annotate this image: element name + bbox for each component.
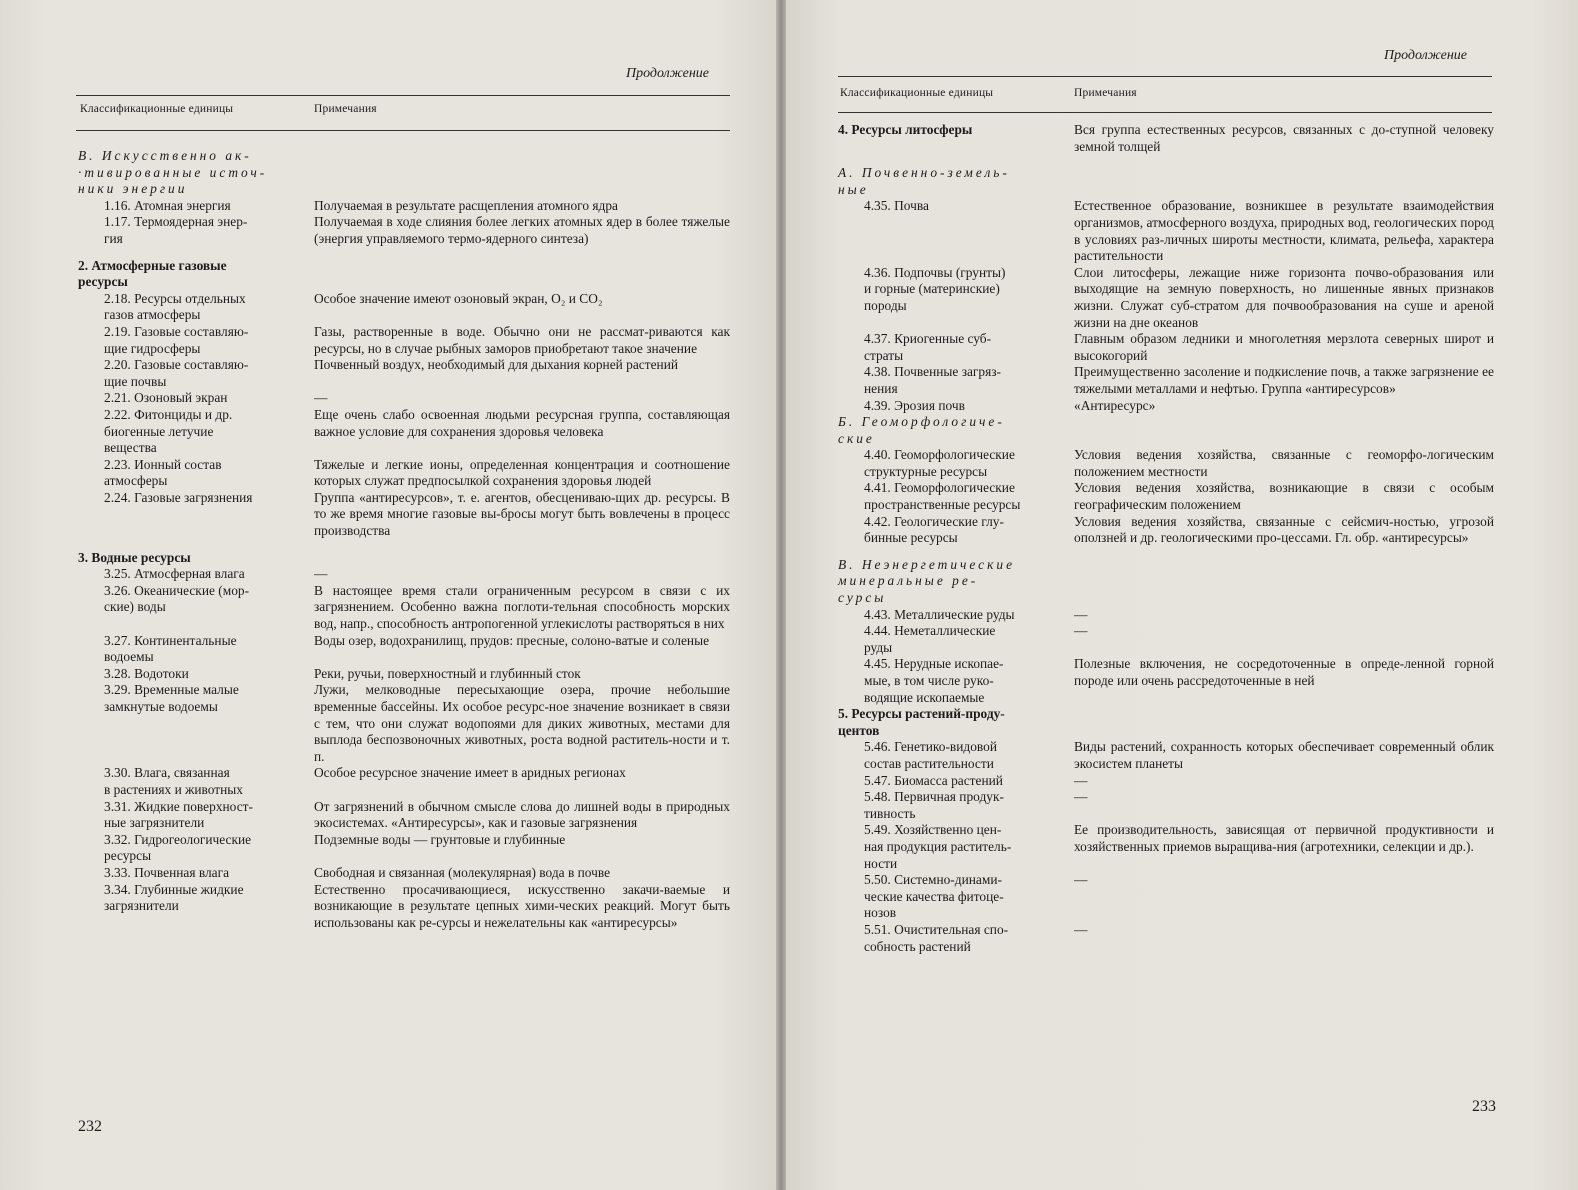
note: Особое ресурсное значение имеет в аридных регионах — [314, 765, 626, 781]
table-row — [838, 364, 1494, 397]
note: Воды озер, водохранилищ, прудов: пресные, солоно-ватые и соленые — [314, 632, 710, 648]
header-rule-bottom — [76, 130, 730, 131]
row-spacer — [78, 540, 730, 550]
classification-unit: 4.44. Неметаллические руды — [864, 623, 996, 655]
table-row — [78, 765, 730, 798]
table-row — [78, 390, 730, 407]
column-header-units: Классификационные единицы — [840, 87, 994, 99]
classification-unit: 4.37. Криогенные суб- страты — [864, 331, 992, 363]
table-body-right — [838, 122, 1494, 955]
classification-unit: 3.30. Влага, связанная в растениях и животных — [104, 765, 243, 797]
classification-unit: 3.31. Жидкие поверхност- ные загрязнители — [104, 798, 253, 831]
classification-unit: 4.39. Эрозия почв — [864, 397, 965, 413]
table-row — [78, 799, 730, 832]
note: — — [314, 566, 328, 582]
note: — — [1074, 789, 1088, 805]
note: Группа «антиресурсов», т. е. агентов, обесцениваю-щих др. ресурсы. В то же время многие газовые вы-бросы могут быть вовлечены в процесс производства — [314, 489, 730, 539]
table-row — [838, 822, 1494, 872]
table-row — [838, 398, 1494, 415]
classification-unit: 4. Ресурсы литосферы — [838, 122, 973, 137]
subsection-row — [838, 557, 1494, 607]
table-row — [838, 265, 1494, 331]
note: Тяжелые и легкие ионы, определенная концентрация и соотношение которых служат предпосылкой сохранения здоровья людей — [314, 456, 730, 489]
note: Еще очень слабо освоенная людьми ресурсная группа, составляющая важное условие для сохранения здоровья человека — [314, 406, 730, 439]
classification-unit: 5. Ресурсы растений-проду- центов — [838, 706, 1005, 738]
note — [314, 148, 730, 198]
table-row — [838, 607, 1494, 624]
subsection-row — [838, 165, 1494, 198]
note — [314, 550, 730, 567]
classification-unit: 4.38. Почвенные загряз- нения — [864, 364, 1002, 396]
column-header-notes: Примечания — [1074, 87, 1137, 99]
note — [1074, 414, 1494, 447]
table-row — [78, 865, 730, 882]
table-row — [838, 656, 1494, 706]
table-row — [838, 623, 1494, 656]
note: — — [1074, 606, 1088, 622]
header-rule-bottom — [838, 112, 1492, 113]
page-right — [786, 0, 1578, 1190]
table-row — [78, 832, 730, 865]
continuation-header: Продолжение — [1384, 48, 1467, 63]
classification-unit: 3.25. Атмосферная влага — [104, 566, 245, 582]
classification-unit: 4.42. Геологические глу- бинные ресурсы — [864, 513, 1004, 546]
note: Получаемая в ходе слияния более легких атомных ядер в более тяжелые (энергия управляемого термо-ядерного синтеза) — [314, 214, 730, 246]
classification-unit: 4.43. Металлические руды — [864, 606, 1015, 622]
note: Естественно просачивающиеся, искусственно закачи-ваемые и возникающие в результате цепных хими-ческих реакций. Могут быть использованы как ре-сурсы и нежелательны как «антиресурсы» — [314, 881, 730, 930]
classification-unit: 4.40. Геоморфологические структурные ресурсы — [864, 447, 1015, 479]
classification-unit: 2.19. Газовые составляю- щие гидросферы — [104, 323, 249, 356]
classification-unit: 3.32. Гидрогеологические ресурсы — [104, 831, 252, 864]
classification-unit: 4.35. Почва — [864, 198, 929, 214]
note: Полезные включения, не сосредоточенные в опреде-ленной горной породе или очень рассредоточенные в ней — [1074, 656, 1494, 688]
note: Главным образом ледники и многолетняя мерзлота северных широт и высокогорий — [1074, 331, 1494, 363]
classification-unit: 4.45. Нерудные ископае- мые, в том числе руко- водящие ископаемые — [864, 656, 1004, 705]
table-row — [838, 198, 1494, 264]
note: Особое значение имеют озоновый экран, O₂ и CO₂ — [314, 290, 603, 306]
table-row — [838, 773, 1494, 790]
table-row — [78, 633, 730, 666]
table-row — [78, 682, 730, 765]
table-row — [78, 583, 730, 633]
table-row — [838, 789, 1494, 822]
classification-unit: В. Искусственно ак- ·тивированные источ- ники энергии — [78, 148, 268, 197]
continuation-header: Продолжение — [626, 66, 709, 81]
classification-unit: А. Почвенно-земель- ные — [838, 165, 1010, 197]
note: «Антиресурс» — [1074, 397, 1156, 413]
table-row — [78, 457, 730, 490]
note: Условия ведения хозяйства, связанные с геоморфо-логическим положением местности — [1074, 447, 1494, 479]
note: Естественное образование, возникшее в результате взаимодействия организмов, атмосферного воздуха, природных вод, геологических пород в условиях раз-личных широты местности, климата, рельефа, характера растительности — [1074, 198, 1494, 264]
note — [1074, 706, 1494, 739]
table-row — [838, 922, 1494, 955]
classification-unit: 3.27. Континентальные водоемы — [104, 632, 237, 665]
note: Газы, растворенные в воде. Обычно они не рассмат-риваются как ресурсы, но в случае рыбных заморов приобретают такое значение — [314, 323, 730, 356]
note: В настоящее время стали ограниченным ресурсом в связи с их загрязнением. Особенно важна поглоти-тельная способность морских вод, напр., способность антропогенной углекислоты растворяться в них — [314, 582, 730, 632]
note: Лужи, мелководные пересыхающие озера, прочие небольшие временные бассейны. Их особое ресурс-ное значение возникает в связи с тем, что они служат водопоями для диких животных, местами для выплода беспозвоночных животных, роста водной раститель-ности и т. п. — [314, 682, 730, 764]
table-row — [838, 872, 1494, 922]
classification-unit: 3.33. Почвенная влага — [104, 864, 230, 880]
table-row — [78, 291, 730, 324]
classification-unit: 2. Атмосферные газовые ресурсы — [78, 257, 227, 290]
table-row — [78, 407, 730, 457]
note — [1074, 557, 1494, 607]
table-row — [78, 490, 730, 540]
column-header-units: Классификационные единицы — [80, 103, 234, 115]
note: — — [1074, 623, 1088, 639]
subsection-row — [78, 148, 730, 198]
classification-unit: 2.21. Озоновый экран — [104, 390, 228, 406]
table-row — [838, 447, 1494, 480]
classification-unit: 2.22. Фитонциды и др. биогенные летучие вещества — [104, 406, 233, 456]
note: Преимущественно засоление и подкисление почв, а также загрязнение ее тяжелыми металлами и нефтью. Группа «антиресурсов» — [1074, 364, 1494, 396]
note: Вся группа естественных ресурсов, связанных с до-ступной человеку земной толщей — [1074, 122, 1494, 154]
table-row — [838, 739, 1494, 772]
note: Реки, ручьи, поверхностный и глубинный сток — [314, 665, 581, 681]
note: Почвенный воздух, необходимый для дыхания корней растений — [314, 357, 679, 373]
table-row — [78, 357, 730, 390]
classification-unit: 3.34. Глубинные жидкие загрязнители — [104, 881, 244, 914]
note: Ее производительность, зависящая от первичной продуктивности и хозяйственных приемов выращива-ния (агротехники, селекции и др.). — [1074, 822, 1494, 854]
classification-unit: 5.49. Хозяйственно цен- ная продукция раститель- ности — [864, 822, 1012, 871]
classification-unit: 3. Водные ресурсы — [78, 549, 191, 565]
section-row — [78, 258, 730, 291]
table-row — [78, 198, 730, 215]
table-row — [78, 324, 730, 357]
page-left — [0, 0, 776, 1190]
note: Слои литосферы, лежащие ниже горизонта почво-образования или выходящие на земную поверхность, но лишенные явных признаков жизни. Служат суб-стратом для почвообразования на суше и ареной жизни на дне океанов — [1074, 264, 1494, 330]
note: Условия ведения хозяйства, связанные с сейсмич-ностью, угрозой оползней и др. геологическими про-цессами. Гл. обр. «антиресурсы» — [1074, 513, 1494, 546]
header-rule-top — [76, 95, 730, 96]
classification-unit: 4.41. Геоморфологические пространственные ресурсы — [864, 480, 1021, 513]
classification-unit: 5.51. Очистительная спо- собность растений — [864, 921, 1009, 954]
row-spacer — [838, 547, 1494, 557]
table-row — [838, 514, 1494, 547]
classification-unit: 4.36. Подпочвы (грунты) и горные (материнские) породы — [864, 264, 1006, 313]
table-row — [78, 882, 730, 932]
note: Свободная и связанная (молекулярная) вода в почве — [314, 864, 611, 880]
classification-unit: Б. Геоморфологиче- ские — [838, 414, 1005, 446]
classification-unit: 2.24. Газовые загрязнения — [104, 489, 253, 505]
classification-unit: 3.28. Водотоки — [104, 665, 189, 681]
classification-unit: 1.16. Атомная энергия — [104, 197, 231, 213]
table-row — [78, 214, 730, 247]
note: От загрязнений в обычном смысле слова до лишней воды в природных экосистемах. «Антиресурсы», как и газовые загрязнения — [314, 798, 730, 831]
row-spacer — [78, 248, 730, 258]
note: — — [1074, 872, 1088, 888]
classification-unit: 5.46. Генетико-видовой состав растительности — [864, 739, 997, 771]
classification-unit: 2.20. Газовые составляю- щие почвы — [104, 357, 249, 389]
note: Подземные воды — грунтовые и глубинные — [314, 831, 566, 847]
table-row — [838, 480, 1494, 513]
note: — — [1074, 921, 1088, 937]
classification-unit: 3.26. Океанические (мор- ские) воды — [104, 582, 250, 615]
classification-unit: 5.47. Биомасса растений — [864, 772, 1003, 788]
note — [1074, 165, 1494, 198]
note: — — [314, 390, 328, 406]
page-number-left: 232 — [78, 1118, 102, 1135]
note: Получаемая в результате расщепления атомного ядра — [314, 197, 618, 213]
classification-unit: 1.17. Термоядерная энер- гия — [104, 214, 248, 246]
header-rule-top — [838, 76, 1492, 77]
classification-unit: 3.29. Временные малые замкнутые водоемы — [104, 682, 239, 714]
table-row — [78, 566, 730, 583]
subsection-row — [838, 414, 1494, 447]
page-number-right: 233 — [1472, 1098, 1496, 1115]
book-gutter — [776, 0, 786, 1190]
section-row — [78, 550, 730, 567]
note — [314, 258, 730, 291]
classification-unit: 5.48. Первичная продук- тивность — [864, 789, 1004, 821]
row-spacer — [838, 155, 1494, 165]
classification-unit: 5.50. Системно-динами- ческие качества фитоце- нозов — [864, 872, 1004, 921]
classification-unit: 2.18. Ресурсы отдельных газов атмосферы — [104, 290, 246, 323]
table-row — [78, 666, 730, 683]
section-row — [838, 706, 1494, 739]
note: Условия ведения хозяйства, возникающие в связи с особым географическим положением — [1074, 480, 1494, 513]
classification-unit: В. Неэнергетические минеральные ре- сурсы — [838, 556, 1016, 606]
table-row — [838, 331, 1494, 364]
section-row — [838, 122, 1494, 155]
table-body-left — [78, 148, 730, 931]
classification-unit: 2.23. Ионный состав атмосферы — [104, 456, 222, 489]
note: — — [1074, 772, 1088, 788]
note: Виды растений, сохранность которых обеспечивает современный облик экосистем планеты — [1074, 739, 1494, 771]
column-header-notes: Примечания — [314, 103, 377, 115]
